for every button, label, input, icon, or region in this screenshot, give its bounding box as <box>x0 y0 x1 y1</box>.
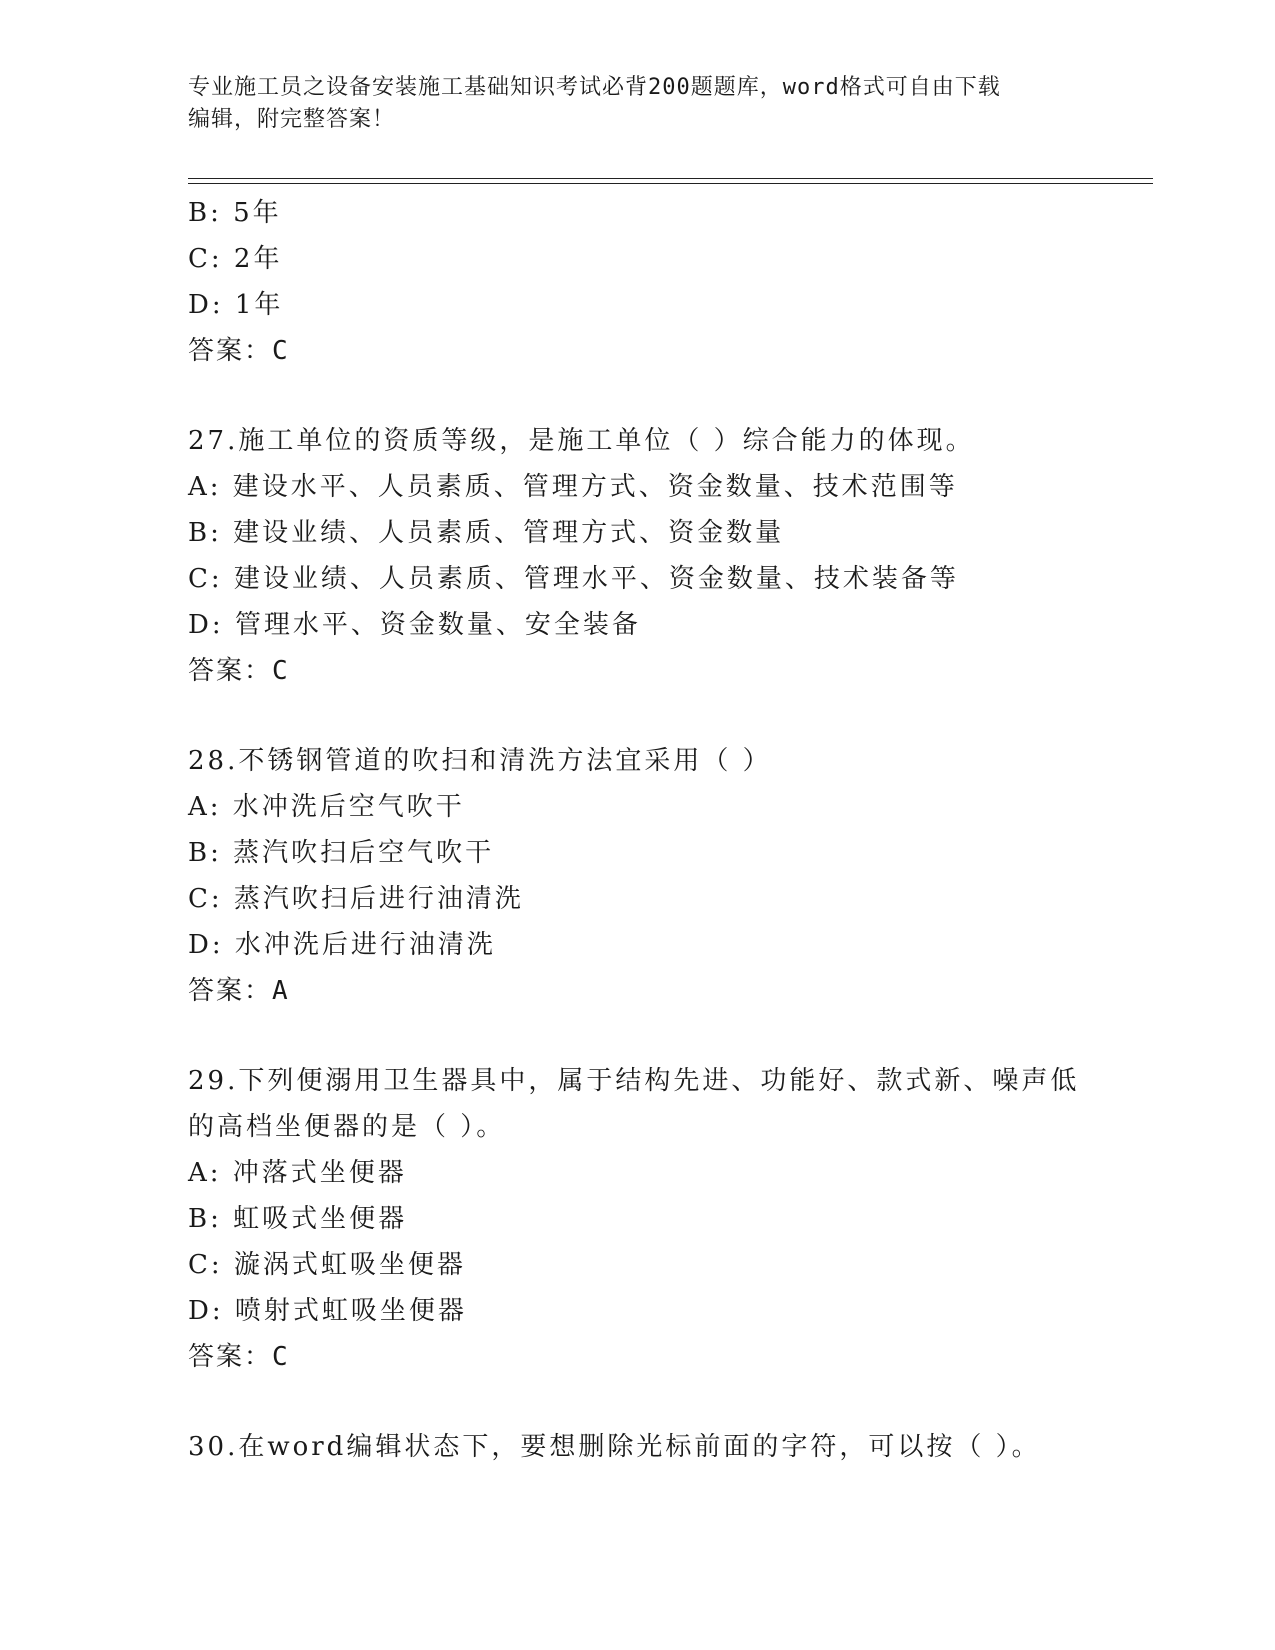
option-c: C: 建设业绩、人员素质、管理水平、资金数量、技术装备等 <box>188 564 959 594</box>
header-divider-bottom <box>188 183 1153 184</box>
option-a: A: 水冲洗后空气吹干 <box>188 792 465 822</box>
option-b: B: 虹吸式坐便器 <box>188 1204 408 1234</box>
option-c: C: 2年 <box>188 244 283 274</box>
question-stem: 27.施工单位的资质等级，是施工单位（ ）综合能力的体现。 <box>188 426 975 456</box>
answer-line <box>188 968 1153 1014</box>
answer-label: 答案： <box>188 336 273 366</box>
answer-label: 答案： <box>188 976 273 1006</box>
header-line-2: 编辑，附完整答案！ <box>188 107 396 132</box>
option-d: D: 水冲洗后进行油清洗 <box>188 930 496 960</box>
option-d: D: 管理水平、资金数量、安全装备 <box>188 610 641 640</box>
header-line-1: 专业施工员之设备安装施工基础知识考试必背200题题库，word格式可自由下载 <box>188 75 1001 100</box>
question-stem-line-2: 的高档坐便器的是（ ）。 <box>188 1112 506 1142</box>
question-block-29 <box>188 1058 1153 1380</box>
question-block-26 <box>188 190 1153 374</box>
option-b: B: 蒸汽吹扫后空气吹干 <box>188 838 495 868</box>
question-block-28 <box>188 738 1153 1014</box>
answer-value: C <box>272 336 290 366</box>
question-stem: 30.在word编辑状态下，要想删除光标前面的字符，可以按（ ）。 <box>188 1432 1041 1462</box>
answer-value: A <box>272 976 290 1006</box>
question-block-27 <box>188 418 1153 694</box>
question-stem: 28.不锈钢管道的吹扫和清洗方法宜采用（ ） <box>188 746 772 776</box>
document-body <box>188 190 1153 1470</box>
option-d: D: 1年 <box>188 290 284 320</box>
option-a: A: 冲落式坐便器 <box>188 1158 407 1188</box>
answer-line <box>188 648 1153 694</box>
option-b: B: 建设业绩、人员素质、管理方式、资金数量 <box>188 518 785 548</box>
answer-line <box>188 328 1153 374</box>
document-header <box>188 72 1088 136</box>
question-block-30 <box>188 1424 1153 1470</box>
header-divider-top <box>188 178 1153 179</box>
answer-value: C <box>272 656 290 686</box>
option-b: B: 5年 <box>188 198 282 228</box>
option-a: A: 建设水平、人员素质、管理方式、资金数量、技术范围等 <box>188 472 958 502</box>
option-d: D: 喷射式虹吸坐便器 <box>188 1296 467 1326</box>
answer-label: 答案： <box>188 656 273 686</box>
question-stem-line-1: 29.下列便溺用卫生器具中，属于结构先进、功能好、款式新、噪声低 <box>188 1066 1080 1096</box>
option-c: C: 蒸汽吹扫后进行油清洗 <box>188 884 524 914</box>
answer-label: 答案： <box>188 1342 273 1372</box>
answer-line <box>188 1334 1153 1380</box>
option-c: C: 漩涡式虹吸坐便器 <box>188 1250 466 1280</box>
answer-value: C <box>272 1342 290 1372</box>
